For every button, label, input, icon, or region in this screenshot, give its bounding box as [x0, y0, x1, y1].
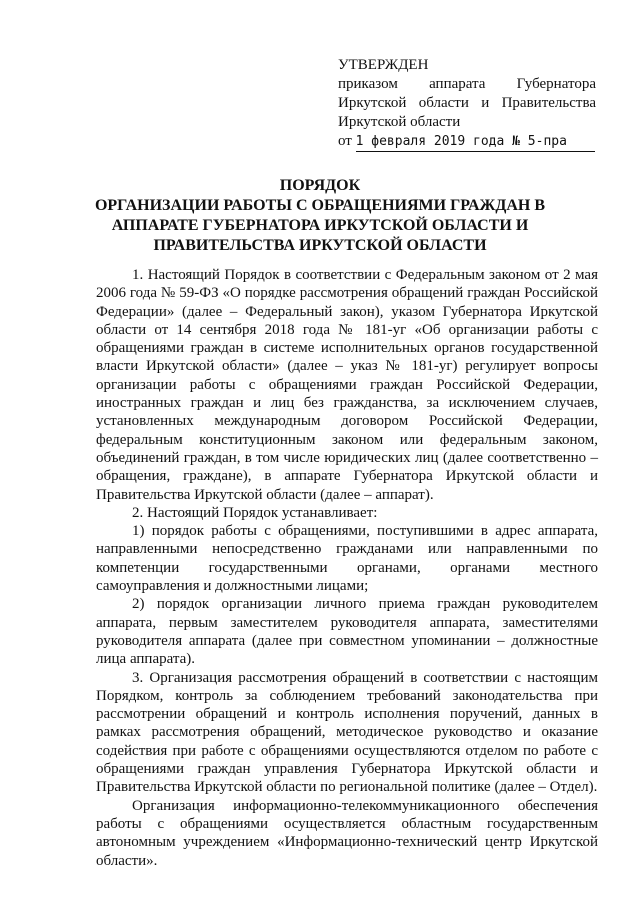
approval-date: 1 февраля 2019 года № 5-пра [356, 132, 595, 152]
approval-line-2: Иркутской области и Правительства [338, 95, 596, 111]
paragraph-3: 3. Организация рассмотрения обращений в соответствии с настоящим Порядком, контроль за соблюдением требований законодательства при рассмотрении обращений и контроль исполнения поручений, данных в рамках рассмотрения обращений, методическое руководство и оказание содействия при работе с обращениями осуществляются отделом по работе с обращениями граждан управления Губернатора Иркутской области и Правительства Иркутской области по региональной политике (далее – Отдел). [96, 669, 598, 796]
approval-line-3: Иркутской области [338, 114, 461, 130]
document-title [92, 176, 548, 256]
approval-line-1: приказом аппарата Губернатора [338, 76, 596, 92]
title-line-4: ПРАВИТЕЛЬСТВА ИРКУТСКОЙ ОБЛАСТИ [153, 237, 487, 254]
paragraph-2: 2. Настоящий Порядок устанавливает: [132, 504, 378, 521]
paragraph-2-item-1: 1) порядок работы с обращениями, поступившими в адрес аппарата, направленными непосредственно гражданами или направленными по компетенции государственными органами, органами местного самоуправления и должностными лицами; [96, 523, 598, 595]
title-line-3: АППАРАТЕ ГУБЕРНАТОРА ИРКУТСКОЙ ОБЛАСТИ И [111, 217, 529, 234]
approval-heading: УТВЕРЖДЕН [338, 57, 429, 73]
approval-date-prefix: от [338, 133, 352, 149]
title-line-2: ОРГАНИЗАЦИИ РАБОТЫ С ОБРАЩЕНИЯМИ ГРАЖДАН В [94, 197, 546, 214]
document-body [96, 266, 598, 870]
paragraph-1: 1. Настоящий Порядок в соответствии с Федеральным законом от 2 мая 2006 года № 59-ФЗ «О порядке рассмотрения обращений граждан Российской Федерации» (далее – Федеральный закон), указом Губернатора Иркутской области от 14 сентября 2018 года № 181-уг «Об организации работы с обращениями граждан в системе исполнительных органов государственной власти Иркутской области» (далее – указ № 181-уг) регулирует вопросы организации работы с обращениями граждан Российской Федерации, иностранных граждан и лиц без гражданства, за исключением случаев, установленных международным договором Российской Федерации, федеральным конституционным законом или федеральным законом, объединений граждан, в том числе юридических лиц (далее соответственно – обращения, граждане), в аппарате Губернатора Иркутской области и Правительства Иркутской области (далее – аппарат). [96, 267, 598, 503]
paragraph-2-item-2: 2) порядок организации личного приема граждан руководителем аппарата, первым заместителем руководителя аппарата, заместителями руководителя аппарата (далее при совместном упоминании – должностные лица аппарата). [96, 596, 598, 668]
approval-stamp [338, 56, 596, 152]
approval-date-line [338, 132, 596, 152]
paragraph-4: Организация информационно-телекоммуникационного обеспечения работы с обращениями осуществляется областным государственным автономным учреждением «Информационно-технический центр Иркутской области». [96, 797, 598, 869]
title-line-1: ПОРЯДОК [279, 177, 361, 194]
